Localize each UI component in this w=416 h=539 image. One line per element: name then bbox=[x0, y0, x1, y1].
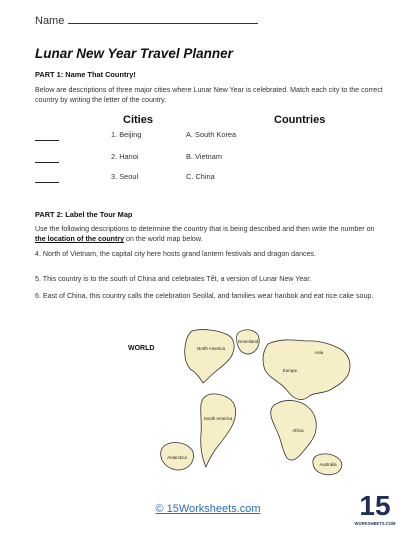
answer-blank[interactable] bbox=[35, 161, 59, 163]
part2-intro bbox=[35, 224, 387, 244]
answer-blank[interactable] bbox=[35, 181, 59, 183]
part1-instructions: Below are descriptions of three major cities where Lunar New Year is celebrated. Match each city to the correct country by writing the letter of the country. bbox=[35, 86, 383, 105]
part1-heading: PART 1: Name That Country! bbox=[35, 70, 136, 79]
countries-header: Countries bbox=[274, 114, 326, 126]
label-greenland: Greenland bbox=[237, 339, 259, 344]
logo-number: 15 bbox=[359, 490, 391, 521]
name-field bbox=[35, 13, 258, 27]
label-africa: Africa bbox=[292, 428, 304, 433]
label-south-america: South America bbox=[203, 416, 233, 421]
north-america-shape bbox=[185, 330, 234, 383]
clue-item: 4. North of Vietnam, the capital city here hosts grand lantern festivals and dragon dances. bbox=[35, 250, 317, 258]
intro-text-end: on the world map below. bbox=[124, 235, 203, 244]
name-label: Name bbox=[35, 15, 65, 27]
worksheets-logo bbox=[354, 483, 396, 531]
map-title: WORLD bbox=[128, 345, 155, 352]
label-australia: Australia bbox=[319, 462, 337, 467]
footer-copyright[interactable] bbox=[0, 503, 416, 515]
name-blank[interactable] bbox=[68, 13, 258, 24]
clue-item: 6. East of China, this country calls the celebration Seollal, and families wear hanbok and eat rice cake soup. bbox=[35, 292, 374, 300]
part2-heading: PART 2: Label the Tour Map bbox=[35, 210, 133, 219]
label-north-america: North America bbox=[197, 346, 225, 351]
cities-header: Cities bbox=[123, 114, 153, 126]
world-map[interactable] bbox=[90, 326, 360, 491]
country-item: B. Vietnam bbox=[186, 152, 223, 161]
country-item: A. South Korea bbox=[186, 130, 237, 139]
label-europe: Europe bbox=[282, 368, 298, 373]
page-title: Lunar New Year Travel Planner bbox=[35, 46, 233, 61]
intro-emphasis: the location of the country bbox=[35, 235, 125, 244]
country-item: C. China bbox=[186, 172, 215, 181]
label-antarctica: Antarctica bbox=[167, 455, 187, 460]
intro-text: Use the following descriptions to determine the country that is being described and then write the number on bbox=[35, 225, 375, 233]
answer-blank[interactable] bbox=[35, 139, 59, 141]
south-america-shape bbox=[201, 394, 236, 467]
city-item: 1. Beijing bbox=[111, 130, 142, 139]
label-asia: Asia bbox=[314, 350, 324, 355]
logo-text: WORKSHEETS.COM bbox=[354, 521, 396, 526]
city-item: 2. Hanoi bbox=[111, 152, 139, 161]
eurasia-shape bbox=[263, 340, 350, 400]
city-item: 3. Seoul bbox=[111, 172, 139, 181]
clue-item: 5. This country is to the south of China and celebrates Tết, a version of Lunar New Year. bbox=[35, 275, 312, 283]
footer-text: © 15Worksheets.com bbox=[155, 503, 261, 515]
